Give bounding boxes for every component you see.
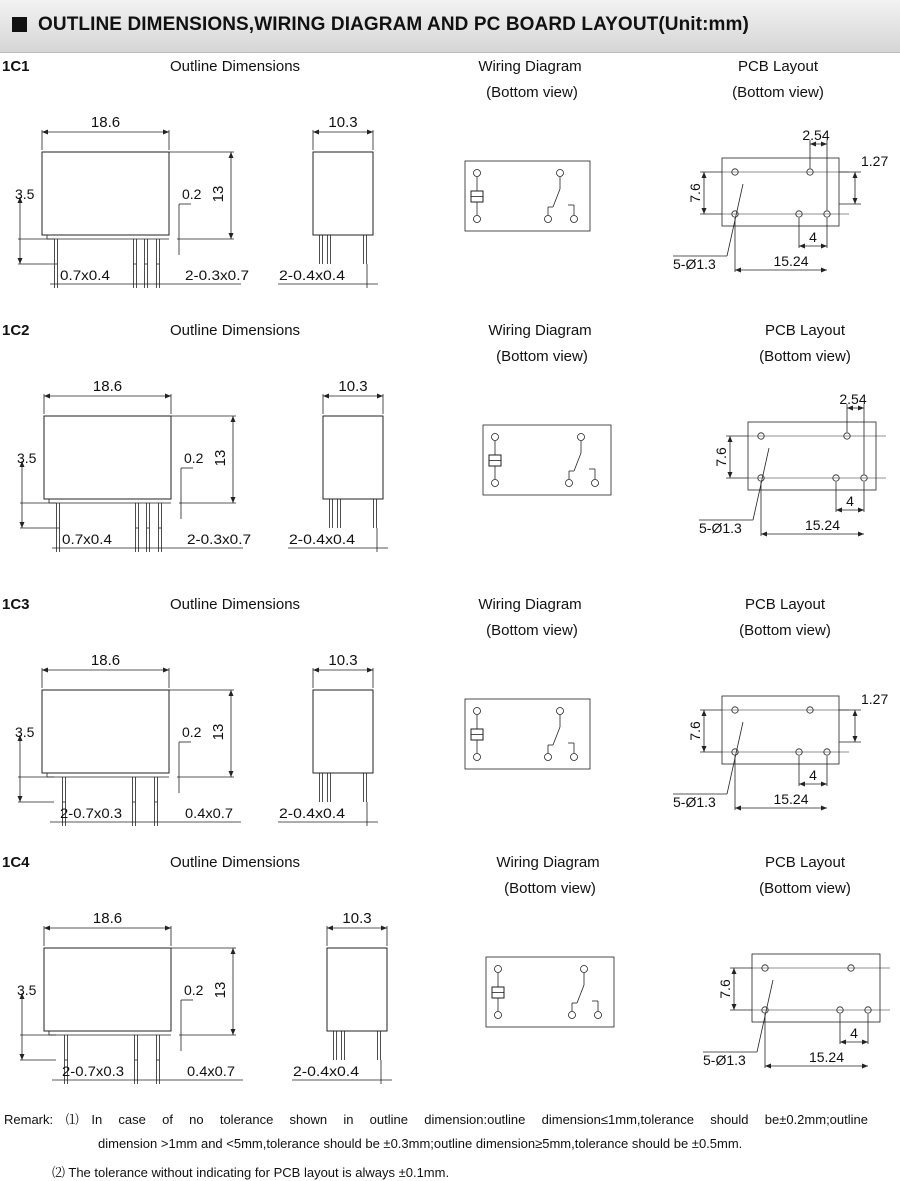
pcb-row-gap-dimension: 7.6 — [717, 979, 733, 999]
width-dimension: 10.3 — [328, 114, 358, 131]
relay-body-side — [313, 152, 373, 235]
pin-left-dimension: 2-0.7x0.3 — [62, 1063, 125, 1079]
section-id-label: 1C3 — [2, 596, 30, 613]
section-header — [0, 0, 900, 53]
com-terminal — [557, 708, 564, 715]
section-1c2 — [2, 322, 886, 552]
pin-left-dimension: 0.7x0.4 — [60, 267, 111, 283]
offset-dimension: 0.2 — [184, 450, 204, 466]
relay-body-side — [323, 416, 383, 499]
pcb-layout-heading: PCB Layout — [764, 322, 846, 339]
arrowhead — [231, 1029, 236, 1035]
arrowhead — [853, 172, 858, 178]
wiring-bottom-view-label: (Bottom view) — [496, 348, 588, 365]
black-square-icon — [12, 17, 27, 32]
arrowhead — [163, 130, 169, 135]
drawings-area — [0, 52, 900, 1102]
arrowhead — [42, 130, 48, 135]
width-dimension: 10.3 — [342, 910, 372, 927]
pcb-layout-heading: PCB Layout — [737, 58, 819, 75]
relay-body-side — [313, 690, 373, 773]
outline-dimensions-heading: Outline Dimensions — [170, 596, 301, 613]
height-dimension: 13 — [210, 723, 227, 741]
relay-body-front — [42, 690, 169, 773]
height-dimension: 13 — [210, 185, 227, 203]
arrowhead — [702, 746, 707, 752]
remark-line-3: ⑵ The tolerance without indicating for PCB layout is always ±0.1mm. — [52, 1165, 450, 1180]
pcb-outline — [722, 158, 839, 226]
section-1c3 — [2, 596, 888, 826]
pcb-layout-heading: PCB Layout — [764, 854, 846, 871]
arrowhead — [765, 1064, 771, 1069]
wiring-diagram-heading: Wiring Diagram — [488, 322, 592, 339]
section-1c4 — [2, 854, 890, 1084]
wiring-diagram-heading: Wiring Diagram — [478, 58, 582, 75]
arrowhead — [367, 130, 373, 135]
section-title: OUTLINE DIMENSIONS,WIRING DIAGRAM AND PC BOARD LAYOUT(Unit:mm) — [38, 14, 749, 35]
relay-body-front — [44, 416, 171, 499]
no-terminal — [595, 1012, 602, 1019]
coil-terminal — [474, 708, 481, 715]
pcb-hole-dimension: 5-Ø1.3 — [673, 794, 716, 810]
switch-blade — [577, 985, 584, 1003]
pcb-pitch-dimension: 2.54 — [839, 391, 867, 407]
arrowhead — [229, 690, 234, 696]
pin-right-dimension: 0.4x0.7 — [187, 1063, 236, 1079]
arrowhead — [18, 796, 23, 802]
arrowhead — [862, 1040, 868, 1045]
arrowhead — [229, 771, 234, 777]
arrowhead — [367, 668, 373, 673]
pcb-bottom-view-label: (Bottom view) — [732, 84, 824, 101]
arrowhead — [313, 130, 319, 135]
wiring-bottom-view-label: (Bottom view) — [504, 880, 596, 897]
arrowhead — [702, 208, 707, 214]
length-dimension: 18.6 — [92, 910, 123, 927]
arrowhead — [858, 508, 864, 513]
arrowhead — [313, 668, 319, 673]
pcb-pitch-dimension: 2.54 — [802, 127, 830, 143]
coil-terminal — [474, 170, 481, 177]
arrowhead — [18, 258, 23, 264]
coil-terminal — [474, 216, 481, 223]
arrowhead — [231, 948, 236, 954]
section-1c1 — [2, 58, 888, 288]
arrowhead — [702, 710, 707, 716]
arrowhead — [853, 198, 858, 204]
pcb-small-gap-dimension: 1.27 — [861, 691, 889, 707]
pcb-hole-dimension: 5-Ø1.3 — [673, 256, 716, 272]
pcb-row-gap-dimension: 7.6 — [713, 447, 729, 467]
coil-terminal — [495, 1012, 502, 1019]
width-dimension: 10.3 — [338, 378, 368, 395]
height-dimension: 13 — [212, 981, 229, 999]
arrowhead — [799, 782, 805, 787]
arrowhead — [821, 244, 827, 249]
arrowhead — [858, 532, 864, 537]
arrowhead — [702, 172, 707, 178]
relay-body-front — [42, 152, 169, 235]
pin-length-dimension: 3.5 — [17, 982, 37, 998]
section-id-label: 1C2 — [2, 322, 30, 339]
nc-terminal — [569, 1012, 576, 1019]
pcb-hole-dimension: 5-Ø1.3 — [699, 520, 742, 536]
pcb-spacing-dimension: 4 — [846, 493, 854, 509]
side-pin-dimension: 2-0.4x0.4 — [279, 805, 346, 821]
pcb-layout-heading: PCB Layout — [744, 596, 826, 613]
pcb-bottom-view-label: (Bottom view) — [739, 622, 831, 639]
no-terminal — [571, 754, 578, 761]
arrowhead — [732, 1004, 737, 1010]
pin-length-dimension: 3.5 — [15, 724, 35, 740]
no-terminal — [571, 216, 578, 223]
arrowhead — [799, 244, 805, 249]
arrowhead — [165, 926, 171, 931]
nc-terminal — [545, 754, 552, 761]
pin-left-dimension: 0.7x0.4 — [62, 531, 113, 547]
pcb-span-dimension: 15.24 — [804, 517, 841, 533]
pcb-bottom-view-label: (Bottom view) — [759, 348, 851, 365]
pcb-small-gap-dimension: 1.27 — [861, 153, 889, 169]
pcb-row-gap-dimension: 7.6 — [687, 721, 703, 741]
arrowhead — [853, 736, 858, 742]
arrowhead — [821, 782, 827, 787]
arrowhead — [229, 152, 234, 158]
outline-dimensions-heading: Outline Dimensions — [170, 58, 301, 75]
com-terminal — [557, 170, 564, 177]
arrowhead — [229, 233, 234, 239]
pcb-span-dimension: 15.24 — [773, 253, 809, 269]
pin-right-dimension: 0.4x0.7 — [185, 805, 234, 821]
offset-dimension: 0.2 — [182, 724, 202, 740]
wiring-diagram-heading: Wiring Diagram — [496, 854, 600, 871]
side-pin-dimension: 2-0.4x0.4 — [289, 531, 356, 547]
width-dimension: 10.3 — [328, 652, 358, 669]
pin-length-dimension: 3.5 — [15, 186, 35, 202]
length-dimension: 18.6 — [90, 652, 121, 669]
pcb-spacing-dimension: 4 — [809, 229, 817, 245]
arrowhead — [821, 806, 827, 811]
relay-body-front — [44, 948, 171, 1031]
arrowhead — [381, 926, 387, 931]
coil-terminal — [474, 754, 481, 761]
arrowhead — [821, 268, 827, 273]
pcb-bottom-view-label: (Bottom view) — [759, 880, 851, 897]
wiring-diagram-heading: Wiring Diagram — [478, 596, 582, 613]
section-id-label: 1C1 — [2, 58, 30, 75]
arrowhead — [377, 394, 383, 399]
pin-right-dimension: 2-0.3x0.7 — [187, 531, 252, 547]
coil-terminal — [492, 480, 499, 487]
section-id-label: 1C4 — [2, 854, 30, 871]
pin-right-dimension: 2-0.3x0.7 — [185, 267, 250, 283]
arrowhead — [44, 394, 50, 399]
pcb-row-gap-dimension: 7.6 — [687, 183, 703, 203]
length-dimension: 18.6 — [92, 378, 123, 395]
arrowhead — [165, 394, 171, 399]
arrowhead — [732, 968, 737, 974]
arrowhead — [42, 668, 48, 673]
pcb-spacing-dimension: 4 — [809, 767, 817, 783]
arrowhead — [323, 394, 329, 399]
side-pin-dimension: 2-0.4x0.4 — [279, 267, 346, 283]
remark-line-1: Remark:⑴In case of no tolerance shown in outline dimension:outline dimension≤1mm,tolerance should be±0.2mm;outline — [4, 1112, 868, 1127]
outline-dimensions-heading: Outline Dimensions — [170, 854, 301, 871]
pcb-span-dimension: 15.24 — [773, 791, 809, 807]
length-dimension: 18.6 — [90, 114, 121, 131]
coil-terminal — [495, 966, 502, 973]
pcb-outline — [722, 696, 839, 764]
arrowhead — [735, 806, 741, 811]
com-terminal — [578, 434, 585, 441]
arrowhead — [728, 436, 733, 442]
relay-body-side — [327, 948, 387, 1031]
arrowhead — [20, 1054, 25, 1060]
outline-dimensions-heading: Outline Dimensions — [170, 322, 301, 339]
arrowhead — [44, 926, 50, 931]
arrowhead — [163, 668, 169, 673]
offset-dimension: 0.2 — [184, 982, 204, 998]
no-terminal — [592, 480, 599, 487]
coil-terminal — [492, 434, 499, 441]
arrowhead — [853, 710, 858, 716]
wiring-bottom-view-label: (Bottom view) — [486, 84, 578, 101]
arrowhead — [836, 508, 842, 513]
arrowhead — [231, 416, 236, 422]
wiring-bottom-view-label: (Bottom view) — [486, 622, 578, 639]
remark-line-2: dimension >1mm and <5mm,tolerance should be ±0.3mm;outline dimension≥5mm,tolerance should be ±0.5mm. — [98, 1136, 743, 1151]
pcb-spacing-dimension: 4 — [850, 1025, 858, 1041]
pcb-span-dimension: 15.24 — [808, 1049, 845, 1065]
pcb-hole-dimension: 5-Ø1.3 — [703, 1052, 746, 1068]
height-dimension: 13 — [212, 449, 229, 467]
arrowhead — [20, 522, 25, 528]
arrowhead — [840, 1040, 846, 1045]
arrowhead — [728, 472, 733, 478]
switch-blade — [574, 453, 581, 471]
arrowhead — [327, 926, 333, 931]
arrowhead — [231, 497, 236, 503]
nc-terminal — [545, 216, 552, 223]
switch-blade — [553, 727, 560, 745]
com-terminal — [581, 966, 588, 973]
pin-left-dimension: 2-0.7x0.3 — [60, 805, 123, 821]
switch-blade — [553, 189, 560, 207]
pin-length-dimension: 3.5 — [17, 450, 37, 466]
arrowhead — [761, 532, 767, 537]
side-pin-dimension: 2-0.4x0.4 — [293, 1063, 360, 1079]
arrowhead — [862, 1064, 868, 1069]
nc-terminal — [566, 480, 573, 487]
offset-dimension: 0.2 — [182, 186, 202, 202]
arrowhead — [735, 268, 741, 273]
